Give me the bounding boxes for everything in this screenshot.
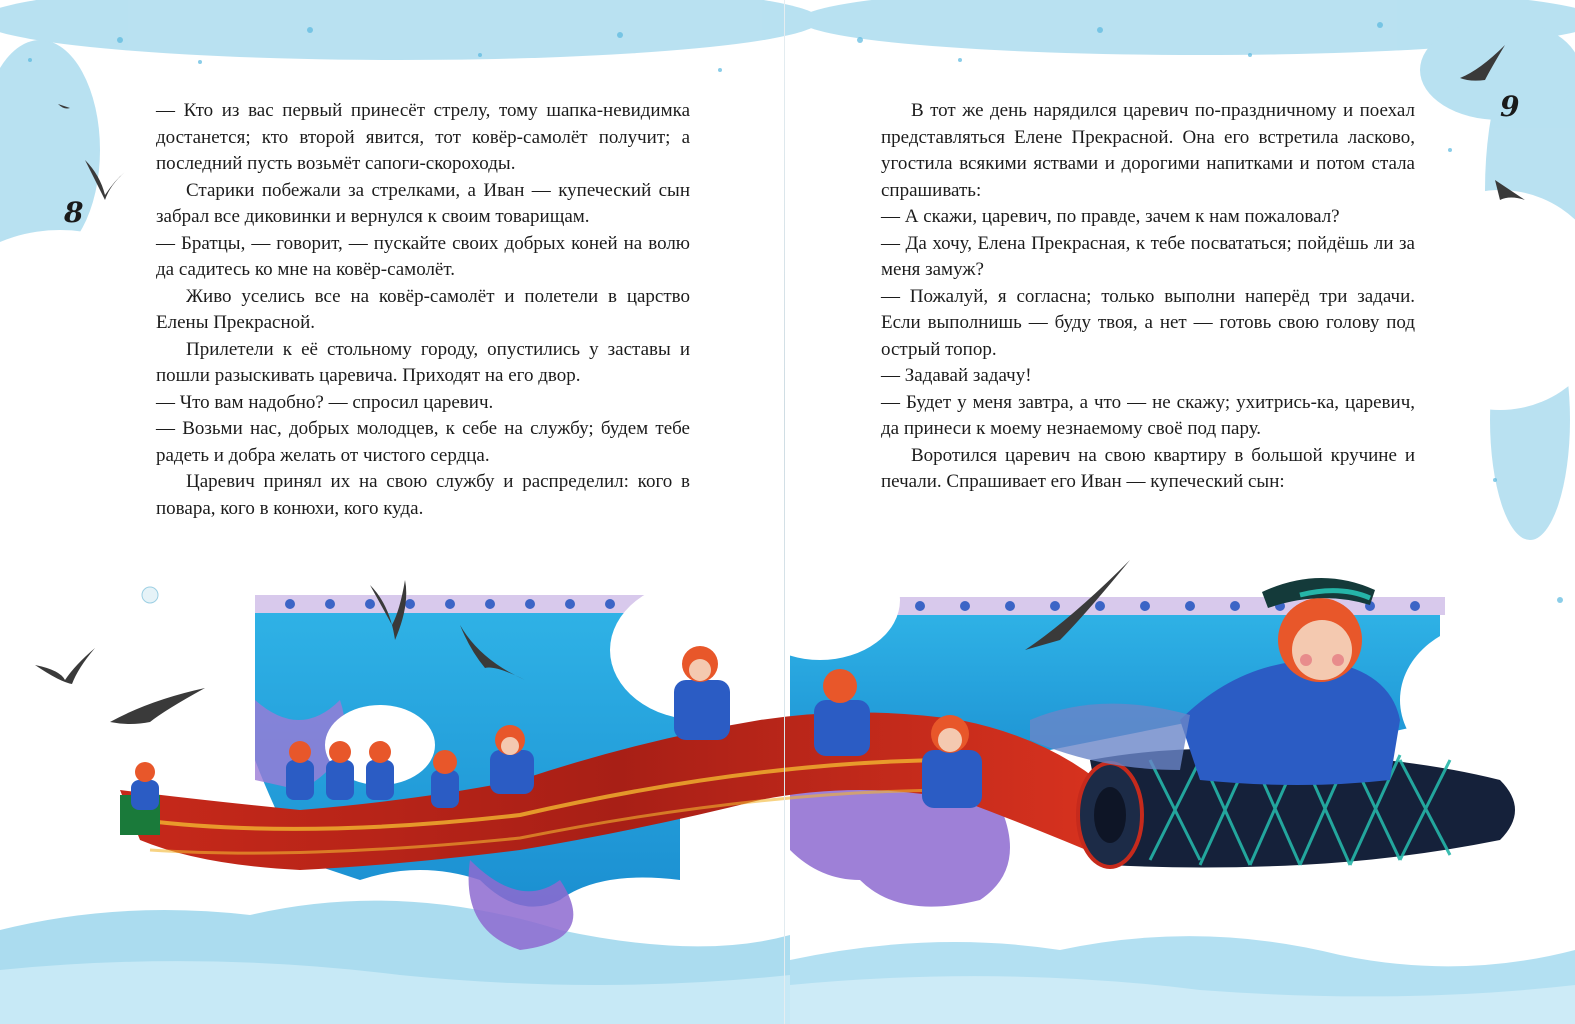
paragraph: — Возьми нас, добрых молодцев, к себе на службу; будем тебе радеть и добра желать от чистого сердца. [156, 418, 690, 466]
paragraph: В тот же день нарядился царевич по-праздничному и поехал представляться Елене Прекрасной. Она его встретила ласково, угостила всякими яствами и дорогими напитками и потом стала спрашивать: [881, 100, 1415, 201]
bottom-clouds [0, 901, 1575, 1024]
paragraph: — Братцы, — говорит, — пускайте своих добрых коней на волю да садитесь ко мне на ковёр-самолёт. [156, 232, 690, 280]
paragraph: — Будет у меня завтра, а что — не скажу; ухитрись-ка, царевич, да принеси к моему незнаемому своё под пару. [881, 391, 1415, 439]
paragraph: Царевич принял их на свою службу и распределил: кого в повара, кого в конюхи, кого куда. [156, 471, 690, 519]
floating-bubble [142, 587, 158, 603]
paragraph: Прилетели к её стольному городу, опустились у заставы и пошли разыскивать царевича. Приходят на его двор. [156, 338, 690, 386]
paragraph: Воротился царевич на свою квартиру в большой кручине и печали. Спрашивает его Иван — купеческий сын: [881, 444, 1415, 492]
paragraph: — Задавай задачу! [881, 365, 1032, 386]
paragraph: — Кто из вас первый принесёт стрелу, тому шапка-невидимка достанется; кто второй явится, тот ковёр-самолёт получит; а последний пусть возьмёт сапоги-скороходы. [156, 100, 690, 174]
page-number-left: 8 [64, 196, 84, 229]
left-page-text [156, 98, 690, 522]
paragraph: Живо уселись все на ковёр-самолёт и полетели в царство Елены Прекрасной. [156, 285, 690, 333]
paragraph: — Что вам надобно? — спросил царевич. [156, 391, 494, 413]
page-number-right: 9 [1500, 90, 1520, 123]
book-gutter [784, 0, 785, 1024]
paragraph: — Да хочу, Елена Прекрасная, к тебе посвататься; пойдёшь ли за меня замуж? [881, 232, 1415, 280]
paragraph: — А скажи, царевич, по правде, зачем к нам пожаловал? [881, 206, 1340, 227]
right-page-text [881, 98, 1415, 496]
paragraph: — Пожалуй, я согласна; только выполни наперёд три задачи. Если выполнишь — буду твоя, а нет — готовь свою голову под острый топор. [881, 285, 1415, 360]
paragraph: Старики побежали за стрелками, а Иван — купеческий сын забрал все диковинки и вернулся к своим товарищам. [156, 179, 690, 227]
